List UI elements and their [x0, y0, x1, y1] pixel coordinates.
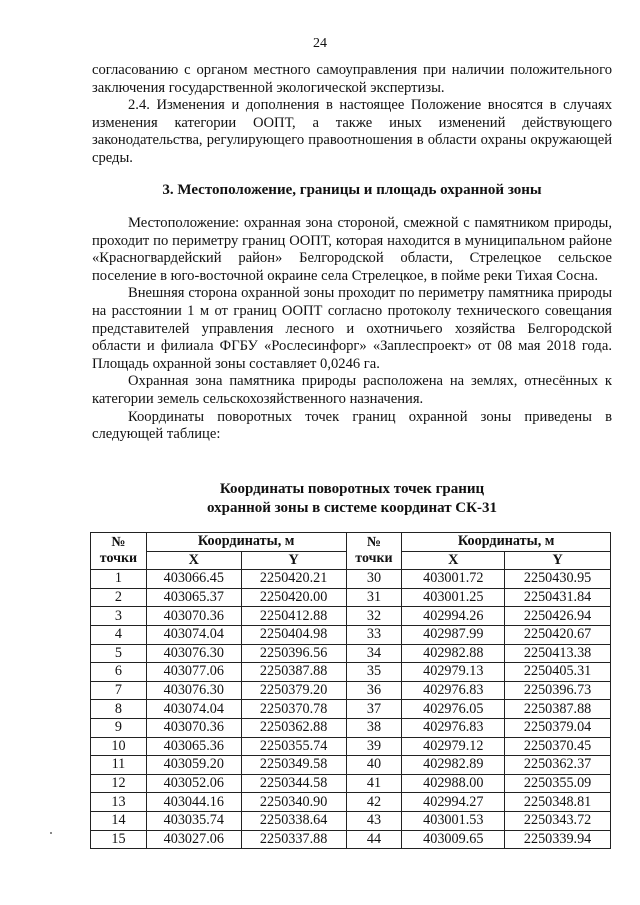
table-row — [91, 756, 611, 775]
x-coordinate-cell: 403070.36 — [146, 718, 241, 737]
x-coordinate-cell: 403074.04 — [146, 625, 241, 644]
table-row — [91, 718, 611, 737]
table-row — [91, 811, 611, 830]
point-number-cell: 42 — [346, 793, 402, 812]
point-number-cell: 36 — [346, 681, 402, 700]
section-heading: 3. Местоположение, границы и площадь охранной зоны — [162, 182, 542, 198]
y-coordinate-cell: 2250337.88 — [241, 830, 346, 849]
y-coordinate-cell: 2250370.78 — [241, 700, 346, 719]
table-row — [91, 607, 611, 626]
point-number-cell: 41 — [346, 774, 402, 793]
point-number-cell: 12 — [91, 774, 147, 793]
point-number-cell: 34 — [346, 644, 402, 663]
point-number-cell: 14 — [91, 811, 147, 830]
x-coordinate-cell: 402982.88 — [402, 644, 505, 663]
page-number: 24 — [313, 36, 327, 51]
x-coordinate-cell: 402976.05 — [402, 700, 505, 719]
y-coordinate-cell: 2250430.95 — [505, 570, 611, 589]
paragraph-approval: согласованию с органом местного самоуправления при наличии положительного заключения государственной экологической экспертизы. — [92, 62, 612, 96]
paragraph-2-4: 2.4. Изменения и дополнения в настоящее Положение вносятся в случаях изменения категории ООПТ, а также иных изменений действующего законодательства, регулирующего правоотношения в области охраны окружающей среды. — [92, 97, 612, 166]
y-coordinate-cell: 2250362.37 — [505, 756, 611, 775]
x-coordinate-cell: 403001.25 — [402, 588, 505, 607]
x-coordinate-cell: 403044.16 — [146, 793, 241, 812]
coordinates-table-body — [91, 570, 611, 849]
y-coordinate-cell: 2250387.88 — [505, 700, 611, 719]
point-number-cell: 9 — [91, 718, 147, 737]
x-coordinate-cell: 403009.65 — [402, 830, 505, 849]
table-row — [91, 625, 611, 644]
y-coordinate-cell: 2250431.84 — [505, 588, 611, 607]
y-coordinate-cell: 2250413.38 — [505, 644, 611, 663]
point-number-cell: 43 — [346, 811, 402, 830]
x-coordinate-cell: 403066.45 — [146, 570, 241, 589]
table-title-line-2: охранной зоны в системе координат СК-31 — [206, 500, 498, 516]
x-coordinate-cell: 402994.27 — [402, 793, 505, 812]
header-point-word: точки — [355, 551, 393, 567]
point-number-cell: 32 — [346, 607, 402, 626]
header-no-symbol: № — [366, 535, 381, 551]
x-coordinate-cell: 403001.53 — [402, 811, 505, 830]
x-coordinate-cell: 403052.06 — [146, 774, 241, 793]
x-header-right: X — [402, 551, 505, 570]
y-coordinate-cell: 2250362.88 — [241, 718, 346, 737]
x-coordinate-cell: 403076.30 — [146, 681, 241, 700]
y-coordinate-cell: 2250355.74 — [241, 737, 346, 756]
y-coordinate-cell: 2250426.94 — [505, 607, 611, 626]
x-header-left: X — [146, 551, 241, 570]
y-coordinate-cell: 2250412.88 — [241, 607, 346, 626]
table-header-row-1 — [91, 533, 611, 552]
table-row — [91, 793, 611, 812]
x-coordinate-cell: 402994.26 — [402, 607, 505, 626]
point-number-cell: 35 — [346, 663, 402, 682]
point-number-cell: 38 — [346, 718, 402, 737]
y-coordinate-cell: 2250396.73 — [505, 681, 611, 700]
point-number-cell: 3 — [91, 607, 147, 626]
coords-header-right: Координаты, м — [402, 533, 611, 552]
section-body — [92, 215, 612, 444]
table-row — [91, 681, 611, 700]
y-coordinate-cell: 2250420.67 — [505, 625, 611, 644]
y-coordinate-cell: 2250405.31 — [505, 663, 611, 682]
table-row — [91, 774, 611, 793]
table-row — [91, 700, 611, 719]
table-title-line-1: Координаты поворотных точек границ — [219, 481, 485, 497]
y-coordinate-cell: 2250396.56 — [241, 644, 346, 663]
x-coordinate-cell: 402979.12 — [402, 737, 505, 756]
point-number-cell: 2 — [91, 588, 147, 607]
x-coordinate-cell: 403027.06 — [146, 830, 241, 849]
y-coordinate-cell: 2250338.64 — [241, 811, 346, 830]
y-coordinate-cell: 2250348.81 — [505, 793, 611, 812]
y-coordinate-cell: 2250387.88 — [241, 663, 346, 682]
point-number-cell: 1 — [91, 570, 147, 589]
x-coordinate-cell: 403077.06 — [146, 663, 241, 682]
x-coordinate-cell: 403076.30 — [146, 644, 241, 663]
table-row — [91, 644, 611, 663]
point-number-cell: 13 — [91, 793, 147, 812]
header-no-symbol: № — [111, 535, 126, 551]
paragraph-outer-side: Внешняя сторона охранной зоны проходит по периметру памятника природы на расстоянии 1 м от границ ООПТ согласно протоколу технического совещания представителей управления лесного и охотничьего хозяйства Белгородской области и филиала ФГБУ «Рослесинфорг» «Заплеспроект» от 08 мая 2018 года. Площадь охранной зоны составляет 0,0246 га. — [92, 285, 612, 372]
point-number-cell: 33 — [346, 625, 402, 644]
paragraph-table-intro: Координаты поворотных точек границ охранной зоны приведены в следующей таблице: — [92, 408, 612, 443]
x-coordinate-cell: 402982.89 — [402, 756, 505, 775]
x-coordinate-cell: 402988.00 — [402, 774, 505, 793]
y-coordinate-cell: 2250404.98 — [241, 625, 346, 644]
table-row — [91, 737, 611, 756]
intro-text — [92, 62, 612, 168]
table-title — [92, 480, 612, 518]
scan-dot — [50, 832, 52, 834]
table-row — [91, 663, 611, 682]
y-coordinate-cell: 2250420.00 — [241, 588, 346, 607]
point-number-cell: 30 — [346, 570, 402, 589]
point-number-cell: 37 — [346, 700, 402, 719]
x-coordinate-cell: 402979.13 — [402, 663, 505, 682]
y-coordinate-cell: 2250340.90 — [241, 793, 346, 812]
point-number-cell: 6 — [91, 663, 147, 682]
point-number-cell: 44 — [346, 830, 402, 849]
x-coordinate-cell: 402976.83 — [402, 681, 505, 700]
x-coordinate-cell: 403074.04 — [146, 700, 241, 719]
y-coordinate-cell: 2250339.94 — [505, 830, 611, 849]
y-header-right: Y — [505, 551, 611, 570]
point-number-header-right — [346, 533, 402, 570]
point-number-cell: 11 — [91, 756, 147, 775]
table-row — [91, 570, 611, 589]
point-number-cell: 5 — [91, 644, 147, 663]
x-coordinate-cell: 403035.74 — [146, 811, 241, 830]
point-number-cell: 8 — [91, 700, 147, 719]
y-coordinate-cell: 2250370.45 — [505, 737, 611, 756]
y-coordinate-cell: 2250349.58 — [241, 756, 346, 775]
x-coordinate-cell: 403065.36 — [146, 737, 241, 756]
point-number-cell: 4 — [91, 625, 147, 644]
y-coordinate-cell: 2250379.20 — [241, 681, 346, 700]
point-number-cell: 10 — [91, 737, 147, 756]
x-coordinate-cell: 403001.72 — [402, 570, 505, 589]
point-number-cell: 15 — [91, 830, 147, 849]
x-coordinate-cell: 402987.99 — [402, 625, 505, 644]
x-coordinate-cell: 403065.37 — [146, 588, 241, 607]
y-coordinate-cell: 2250344.58 — [241, 774, 346, 793]
point-number-cell: 7 — [91, 681, 147, 700]
coordinates-table — [90, 532, 611, 849]
y-coordinate-cell: 2250355.09 — [505, 774, 611, 793]
x-coordinate-cell: 403070.36 — [146, 607, 241, 626]
point-number-cell: 31 — [346, 588, 402, 607]
coords-header-left: Координаты, м — [146, 533, 346, 552]
paragraph-land-category: Охранная зона памятника природы расположена на землях, отнесённых к категории земель сельскохозяйственного назначения. — [92, 373, 612, 407]
header-point-word: точки — [99, 551, 138, 567]
x-coordinate-cell: 402976.83 — [402, 718, 505, 737]
table-row — [91, 588, 611, 607]
y-header-left: Y — [241, 551, 346, 570]
paragraph-location: Местоположение: охранная зона стороной, смежной с памятником природы, проходит по периметру границ ООПТ, которая находится в муниципальном районе «Красногвардейский район» Белгородской области, Стрелецкое сельское поселение в юго-восточной окраине села Стрелецкое, в пойме реки Тихая Сосна. — [92, 215, 612, 284]
point-number-cell: 39 — [346, 737, 402, 756]
y-coordinate-cell: 2250343.72 — [505, 811, 611, 830]
x-coordinate-cell: 403059.20 — [146, 756, 241, 775]
table-row — [91, 830, 611, 849]
point-number-header-left — [91, 533, 147, 570]
y-coordinate-cell: 2250379.04 — [505, 718, 611, 737]
point-number-cell: 40 — [346, 756, 402, 775]
y-coordinate-cell: 2250420.21 — [241, 570, 346, 589]
